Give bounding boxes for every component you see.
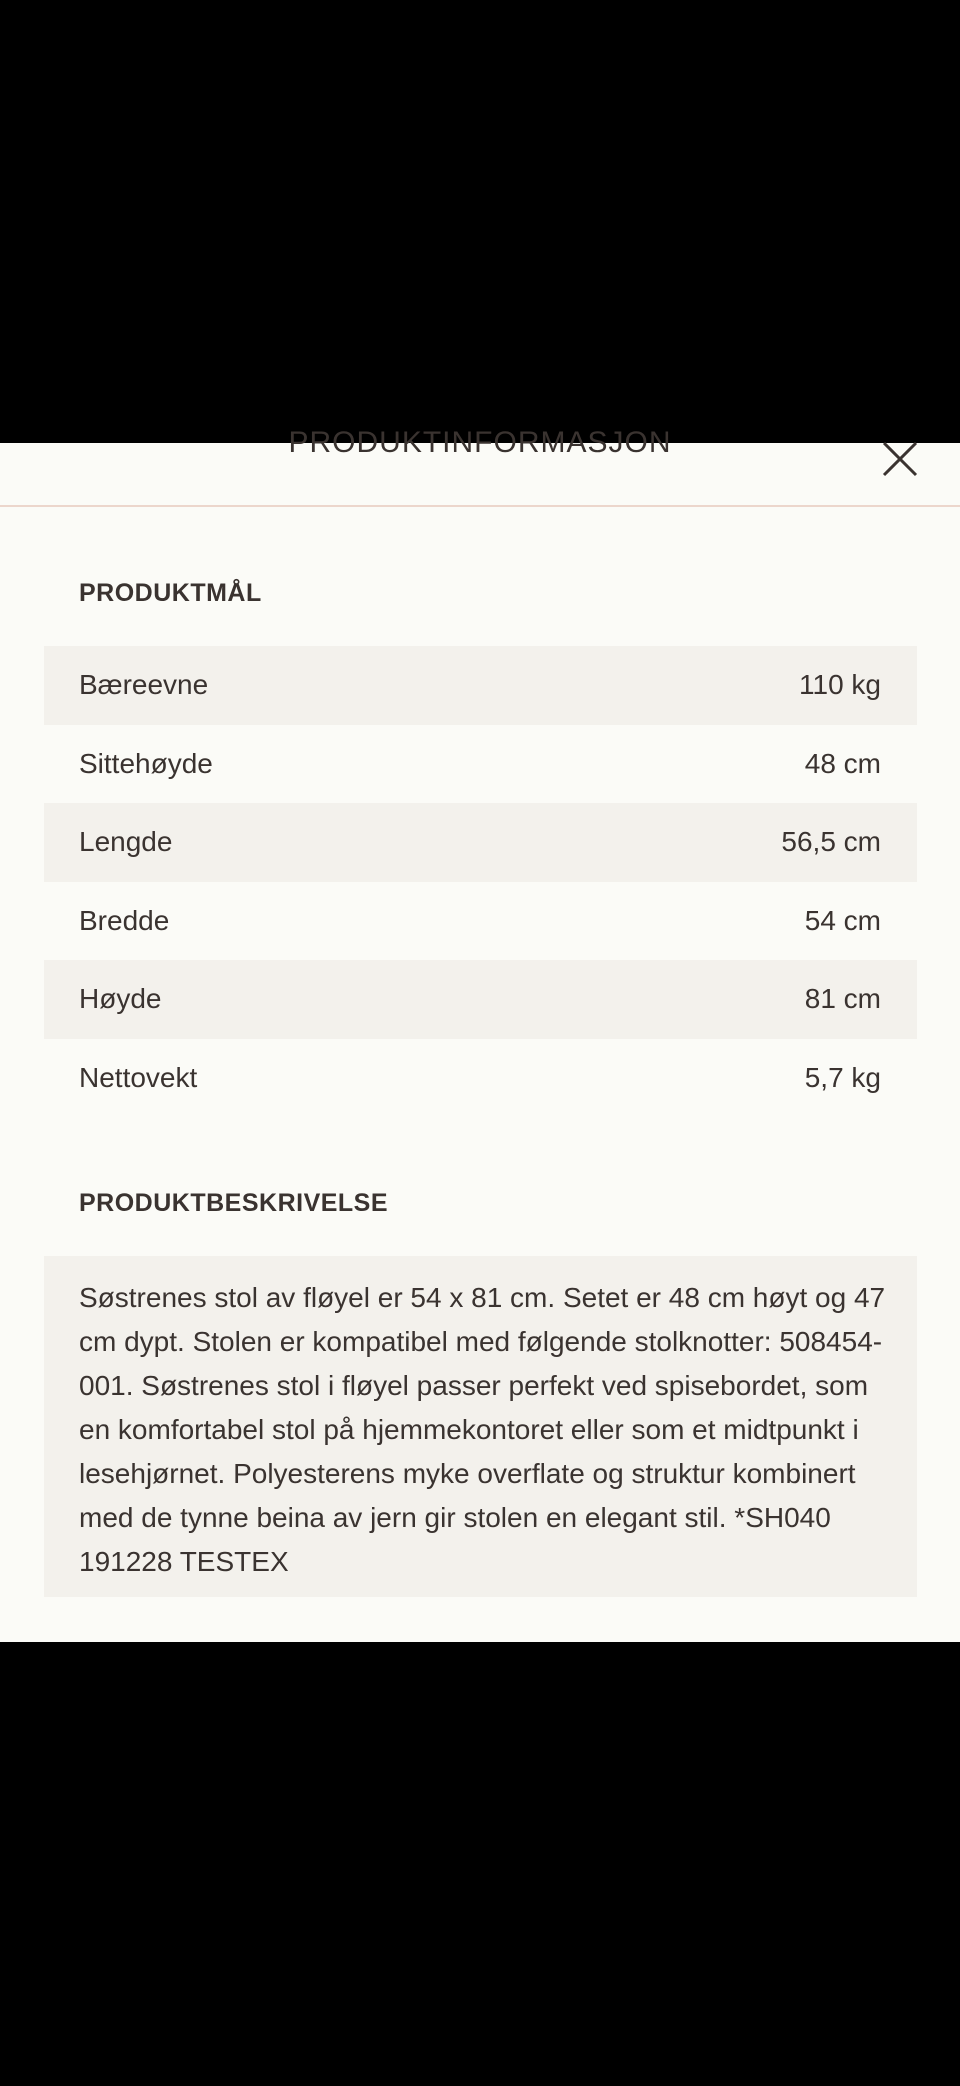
dimension-value: 81 cm: [804, 983, 881, 1015]
dimension-value: 5,7 kg: [804, 1061, 881, 1093]
table-row: [44, 803, 917, 882]
description-text: Søstrenes stol av fløyel er 54 x 81 cm. Setet er 48 cm høyt og 47 cm dypt. Stolen er kompatibel med følgende stolknotter: 508454-001. Søstrenes stol i fløyel passer perfekt ved spisebordet, som en komfortabel stol på hjemmekontoret eller som et midtpunkt i lesehjørnet. Polyesterens myke overflate og struktur kombinert med de tynne beina av jern gir stolen en elegant stil. *SH040 191228 TESTEX: [79, 1282, 886, 1577]
table-row: [44, 960, 917, 1039]
sheet-title: PRODUKTINFORMASJON: [288, 426, 672, 459]
product-info-sheet: [0, 426, 960, 1642]
dimensions-table: [44, 646, 917, 1117]
dimension-label: Høyde: [79, 983, 162, 1015]
close-button[interactable]: [878, 439, 922, 483]
dimension-value: 54 cm: [804, 904, 881, 936]
sheet-header: [0, 426, 960, 507]
dimension-label: Bredde: [79, 904, 170, 936]
dimension-label: Lengde: [79, 826, 173, 858]
description-box: [44, 1256, 917, 1597]
close-icon: [878, 439, 922, 483]
dimension-value: 110 kg: [799, 669, 881, 701]
table-row: [44, 646, 917, 725]
dimension-value: 48 cm: [804, 747, 881, 779]
description-heading: PRODUKTBESKRIVELSE: [79, 1189, 389, 1217]
table-row: [44, 882, 917, 961]
dimensions-heading: PRODUKTMÅL: [79, 579, 262, 607]
dimension-value: 56,5 cm: [781, 826, 881, 858]
dimension-label: Sittehøyde: [79, 747, 213, 779]
table-row: [44, 725, 917, 804]
dimension-label: Nettovekt: [79, 1061, 198, 1093]
dimension-label: Bæreevne: [79, 669, 209, 701]
table-row: [44, 1039, 917, 1118]
